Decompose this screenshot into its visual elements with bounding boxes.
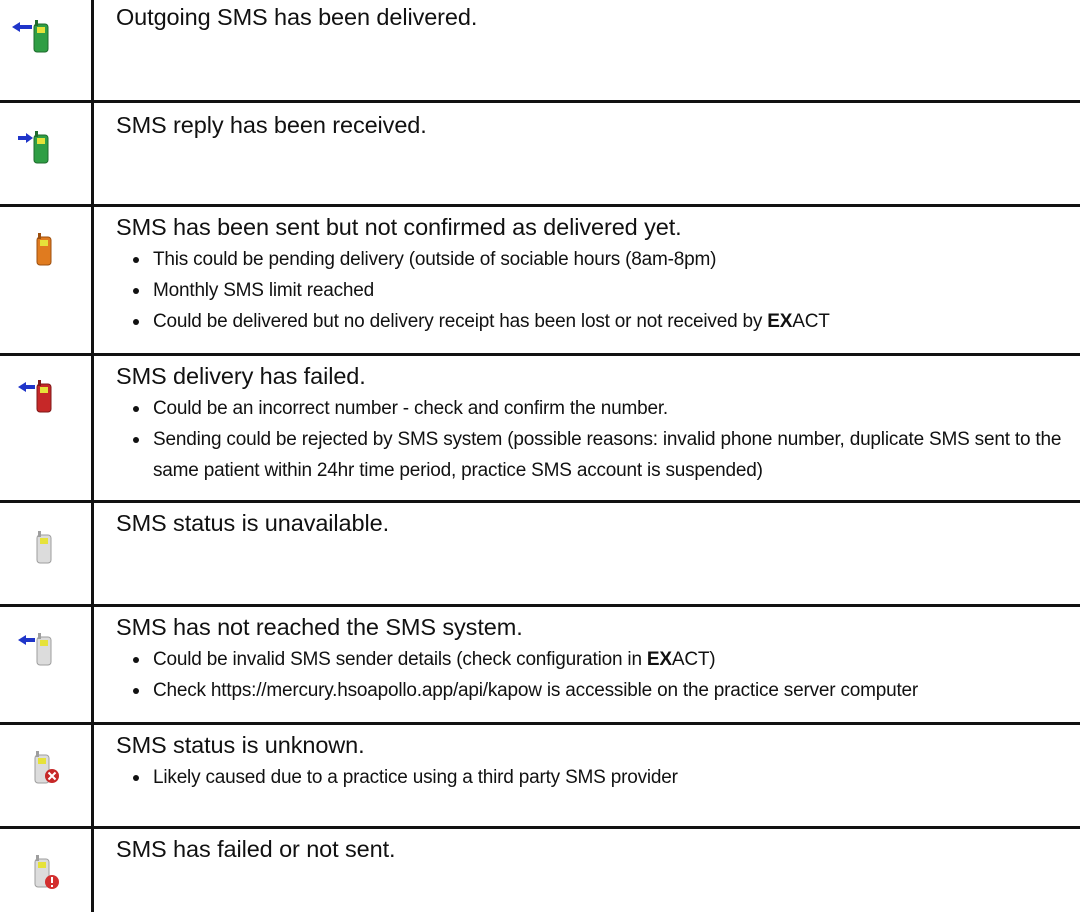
list-item: Sending could be rejected by SMS system (possible reasons: invalid phone number, duplicate SMS sent to the same patient within 24hr time period, practice SMS account is suspended) (153, 424, 1074, 486)
list-item-text: Could be delivered but no delivery receipt has been lost or not received by (153, 311, 768, 332)
legend-row-failed-or-not-sent (0, 829, 1080, 912)
phone-red-outgoing-arrow-icon (0, 366, 91, 426)
bullet-list (116, 644, 1074, 706)
phone-grey-error-x-icon (0, 737, 91, 797)
phone-grey-alert-icon (0, 841, 91, 901)
row-title: SMS has been sent but not confirmed as delivered yet. (116, 214, 682, 240)
phone-orange-icon (0, 219, 91, 279)
row-title: SMS reply has been received. (116, 112, 427, 138)
list-item: Check https://mercury.hsoapollo.app/api/kapow is accessible on the practice server computer (153, 675, 1074, 706)
brand-name-bold: EX (767, 311, 793, 332)
list-item: Monthly SMS limit reached (153, 275, 1074, 306)
row-title: SMS status is unknown. (116, 732, 365, 758)
list-item: Likely caused due to a practice using a third party SMS provider (153, 762, 1074, 793)
row-title: SMS has failed or not sent. (116, 836, 396, 862)
legend-row-reply-received (0, 103, 1080, 205)
brand-name-rest: ACT) (671, 649, 716, 670)
brand-name-rest: ACT (792, 311, 830, 332)
bullet-list (116, 393, 1074, 486)
brand-name-bold: EX (646, 649, 672, 670)
row-title: SMS has not reached the SMS system. (116, 614, 523, 640)
legend-row-delivery-failed (0, 356, 1080, 501)
list-item: Could be an incorrect number - check and confirm the number. (153, 393, 1074, 424)
phone-green-outgoing-arrow-icon (0, 6, 91, 66)
phone-grey-icon (0, 517, 91, 577)
legend-row-delivered (0, 0, 1080, 101)
phone-grey-outgoing-arrow-icon (0, 619, 91, 679)
row-title: Outgoing SMS has been delivered. (116, 4, 478, 30)
bullet-list (116, 244, 1074, 337)
phone-green-incoming-arrow-icon (0, 117, 91, 177)
list-item (153, 644, 1074, 675)
list-item (153, 306, 1074, 337)
row-title: SMS status is unavailable. (116, 510, 390, 536)
legend-row-status-unavailable (0, 503, 1080, 605)
legend-row-not-reached-system (0, 607, 1080, 723)
row-title: SMS delivery has failed. (116, 363, 366, 389)
list-item-text: Could be invalid SMS sender details (check configuration in (153, 649, 647, 670)
legend-row-sent-not-confirmed (0, 207, 1080, 354)
bullet-list (116, 762, 1074, 793)
legend-row-status-unknown (0, 725, 1080, 827)
list-item: This could be pending delivery (outside of sociable hours (8am-8pm) (153, 244, 1074, 275)
